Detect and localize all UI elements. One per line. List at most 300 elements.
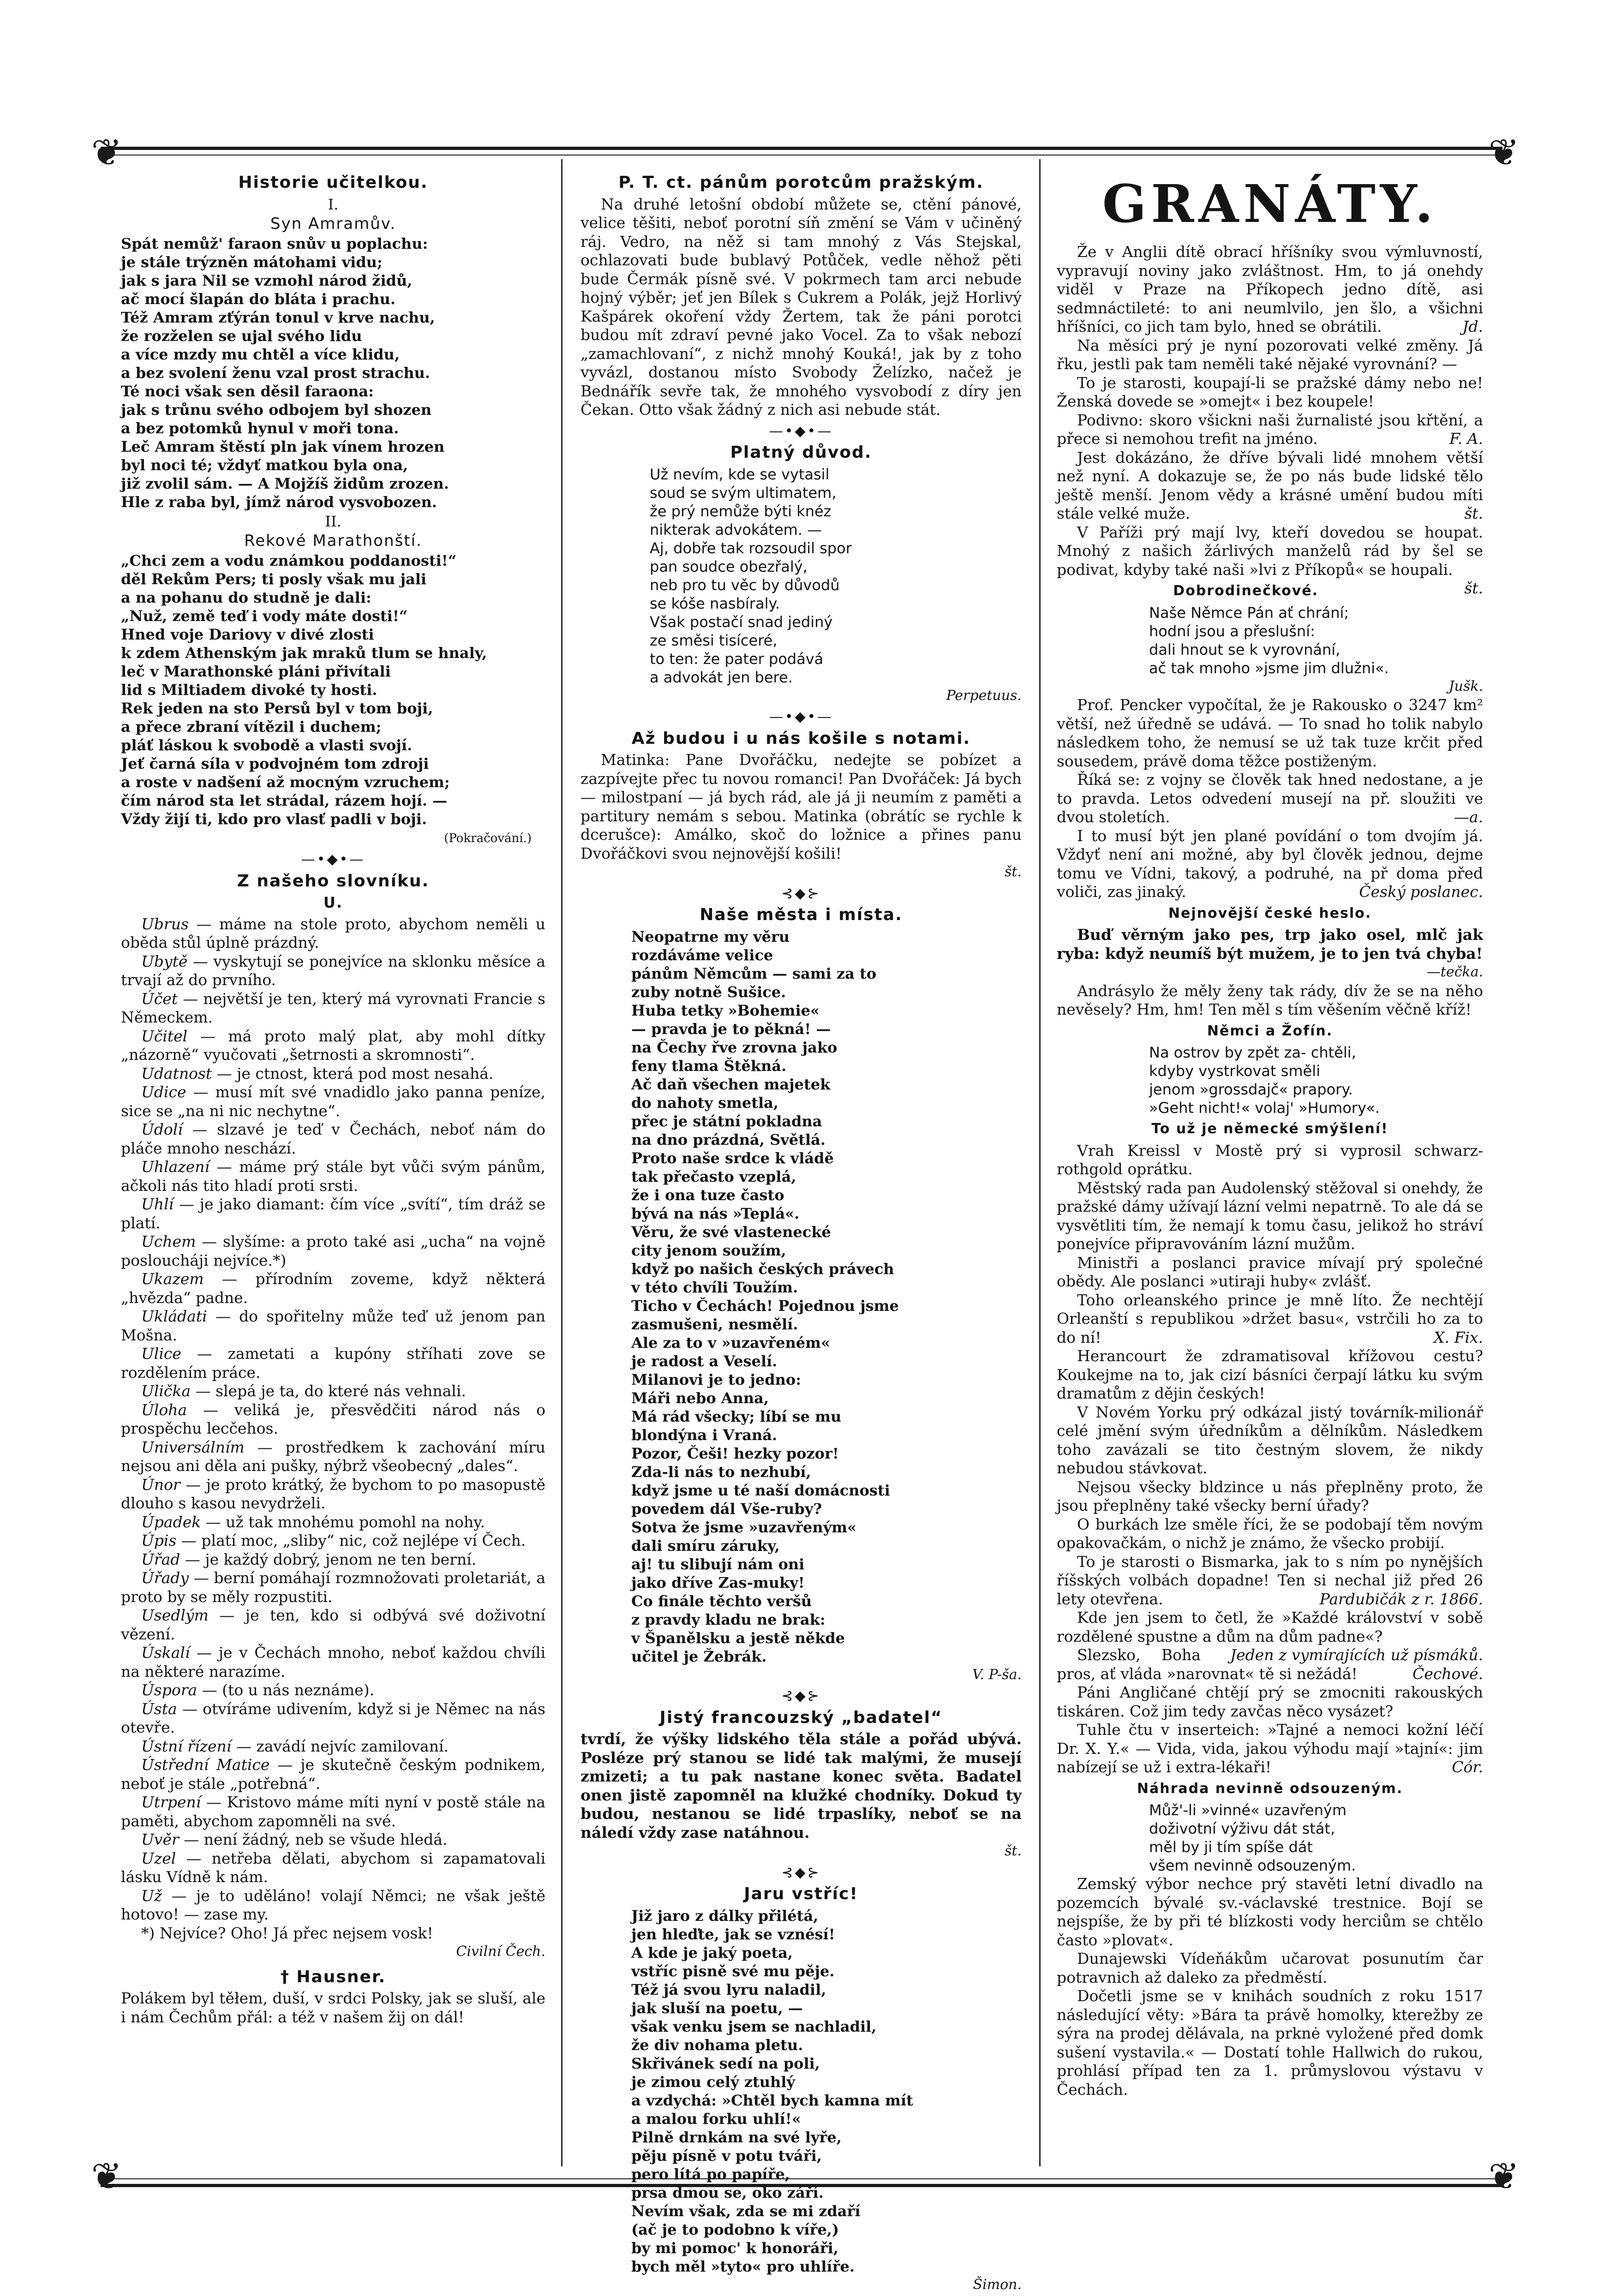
- badatel-signature: št.: [1005, 1843, 1022, 1859]
- dictionary-entry: [121, 1830, 545, 1849]
- dictionary-definition: — otvíráme udivením, když si je Němec na nás otevře.: [121, 1699, 545, 1736]
- granaty-item-signature: Pardubičák z r. 1866.: [1319, 1590, 1483, 1608]
- dictionary-letter: U.: [323, 894, 343, 911]
- granaty-item-text: To je starosti o Bismarka, jak to s ním po nynějších říšských volbách dopadne! Ten si nechal již před 26 lety otevřena.: [1057, 1552, 1483, 1608]
- granaty-items: [1057, 696, 1483, 902]
- poem-line: Milanovi je to jedno:: [631, 1370, 802, 1388]
- poem-line: Ale za to v »uzavřeném«: [631, 1333, 830, 1351]
- jaru-poem: [631, 1907, 1022, 2276]
- dictionary-entry: [121, 1232, 545, 1270]
- poem-line: a bez svolení ženu vzal prost strachu.: [121, 364, 431, 382]
- poem-line: Neopatrne my věru: [631, 927, 790, 945]
- column-left: [121, 171, 545, 2164]
- poem-line: učitel je Žebrák.: [631, 1647, 767, 1665]
- poem-line: jak s trůnu svého odbojem byl shozen: [121, 401, 432, 419]
- dictionary-word: Utrpení: [141, 1793, 201, 1811]
- badatel-text: tvrdí, že výšky lidského těla stále a pořád ubývá. Posléze prý stanou se lidé tak malými, že musejí zmizeti; a tu pak nastane konec světa. Badatel onen jistě zapomněl na klužké chodníky. Dokud ty budou, nestanou se lidé trpaslíky, neboť se na náledí vždy zase natáhnou.: [581, 1730, 1022, 1842]
- dictionary-definition: — největší je ten, který má vyrovnati Francie s Německem.: [121, 989, 545, 1026]
- dictionary-definition: — slzavé je teď v Čechách, neboť nám do pláče mnoho neschází.: [121, 1120, 545, 1157]
- divider-ornament-icon: ⊰◆⊱: [781, 1864, 821, 1881]
- dictionary-definition: — už tak mnohému pomohl na nohy.: [201, 1513, 485, 1531]
- divider-ornament-icon: —•◆•—: [301, 851, 365, 867]
- dobrodinecke-title: Dobrodinečkové.: [1173, 583, 1318, 599]
- dictionary-word: Universálním: [141, 1438, 245, 1456]
- footnote: *) Nejvíce? Oho! Já přec nejsem vosk!: [141, 1924, 433, 1942]
- poem-line: Leč Amram štěstí pln jak vínem hrozen: [121, 437, 445, 455]
- poem-line: »Geht nicht!« volaj' »Humory«.: [1149, 1099, 1380, 1117]
- poem-line: však venku jsem se nachladil,: [631, 2017, 877, 2035]
- heslo-title: Nejnovější české heslo.: [1168, 905, 1372, 921]
- dictionary-entry: [121, 1644, 545, 1681]
- porotci-text: Na druhé letošní období můžete se, ctění pánové, velice těšiti, neboť porotní síň změní se Vám v učiněný ráj. Vedro, na něž si tam mnohý z Vás Stejskal, ochlazovati bude bublavý Potůček, vedle něhož pěti bude Čermák písně své. V pokrmech tam arci nebude hojný výběr; jeť jen Bílek s Cukrem a Polák, jejž Horlivý Kašpárek okoření vždy Žertem, tak že páni porotci budou mít zdraví pevné jako Vocel. Za to však nebozí „zamachlovaní“, z nichž mnohý Kouká!, jak by z toho vyvázl, dostanou místo Svobody Želízko, načež je Bednářík sevře tak, že mnohého vysvobodí z díry jen Čekan. Otto však žádný z nich asi nebude stát.: [581, 195, 1022, 419]
- dobrodinecke-poem: [1149, 604, 1483, 677]
- dictionary-definition: — má proto malý plat, aby mohl dítky „názorně“ vyučovati „šetrnosti a skromnosti“.: [121, 1027, 545, 1064]
- granaty-item-text: Podivno: skoro všickni naši žurnalisté jsou křtění, a přece si nemohou trefit na jméno.: [1057, 411, 1483, 448]
- granaty-item-signature: št.: [1464, 579, 1483, 597]
- granaty-item-text: Toho orleanského prince je mně líto. Že nechtějí Orleanští s republikou »držet basu«, vstrčili ho za to do ní!: [1057, 1291, 1483, 1346]
- poem-line: Pozor, Češi! hezky pozor!: [631, 1444, 839, 1462]
- granaty-item-text: Nejsou všecky bldzince u nás přeplněny proto, že jsou přeplněny také všecky berní úřady?: [1057, 1477, 1483, 1514]
- granaty-item: [1057, 1608, 1483, 1664]
- dictionary-word: Učitel: [141, 1027, 188, 1045]
- dictionary-word: Udice: [141, 1083, 186, 1101]
- poem-line: k zdem Athenským jak mraků tlum se hnaly,: [121, 644, 487, 662]
- dictionary-word: Uhlazení: [141, 1158, 210, 1176]
- poem-line: neb pro tu věc by důvodů: [650, 576, 840, 594]
- corner-ornament-icon: ❦: [91, 131, 122, 174]
- dictionary-entry: [121, 1027, 545, 1064]
- poem-line: Naše Němce Pán ať chrání;: [1149, 604, 1349, 622]
- poem-line: „Chci zem a vodu známkou poddanosti!“: [121, 551, 457, 569]
- poem-line: jak sluší na poetu, —: [631, 1999, 803, 2017]
- granaty-item: [1057, 1254, 1483, 1291]
- poem-line: Už nevím, kde se vytasil: [650, 465, 830, 483]
- granaty-item-text: Slezsko, Boha pros, ať vláda »narovnat« tě si nežádá!: [1057, 1646, 1358, 1683]
- poem-line: a na pohanu do studně je dali:: [121, 588, 371, 606]
- granaty-item-text: Dunajewski Vídeňákům učarovat posunutím čar potravnich až daleko za předměstí.: [1057, 1949, 1483, 1986]
- heslo-signature: —tečka.: [1426, 964, 1483, 980]
- sonnet-marathon: [121, 551, 545, 828]
- poem-line: na dno prázdná, Světlá.: [631, 1130, 826, 1148]
- kosile-text: Matinka: Pane Dvořáčku, nedejte se pobízet a zazpívejte přec tu novou romanci! Pan Dvořáček: Já bych — milostpaní — já bych rád, ale já ji neumím z paměti a partitury nemám s sebou. Matinka (obrátíc se rychle k dcerušce): Amálko, skoč do ložnice a přines panu Dvořáčkovi svou nejnovější košili!: [581, 751, 1022, 862]
- granaty-title: GRANÁTY.: [1102, 174, 1438, 234]
- granaty-item-text: Dočetli jsme se v knihách soudních z roku 1517 následující věty: »Bára ta právě homolky, kterežby ze sýra na prodej dělávala, na prknė vyložené před domk sušení vystavila.« — Dostatí tohle Hallwich do rukou, prohlásí případ ten za 1. průmyslovou výstavu v Čechách.: [1057, 1987, 1483, 2099]
- column-divider: [1039, 159, 1041, 2166]
- poem-line: jenom »grossdajč« prapory.: [1149, 1081, 1353, 1098]
- granaty-item: [1057, 1291, 1483, 1347]
- dictionary-word: Ukládati: [141, 1307, 207, 1325]
- dictionary-definition: — máme prý stále byt vůči svým pánům, ačkoli nás tito hladí proti srsti.: [121, 1158, 545, 1195]
- poem-line: že div nohama pletu.: [631, 2036, 803, 2054]
- dictionary-entry: [121, 1195, 545, 1232]
- poem-line: Spát nemůž' faraon snův u poplachu:: [121, 234, 428, 252]
- dictionary-definition: — je jako diamant: čím více „svítí“, tím dráž se platí.: [121, 1195, 545, 1232]
- dobrodinecke-signature: Jušk.: [1448, 678, 1483, 694]
- granaty-item-text: Kde jen jsem to četl, že »Každé království v sobě rozdělené spustne a dům na dům padne«?: [1057, 1608, 1483, 1645]
- dictionary-word: Úpis: [141, 1531, 177, 1549]
- poem-line: A kde je jaký poeta,: [631, 1943, 793, 1961]
- poem-line: city jenom soužím,: [631, 1241, 786, 1259]
- poem-line: pan soudce obezřalý,: [650, 557, 808, 575]
- dictionary-entry: [121, 1849, 545, 1887]
- poem-line: je zimou celý ztuhlý: [631, 2073, 795, 2091]
- granaty-item: [1057, 448, 1483, 523]
- granaty-item-signature: Jd.: [1462, 317, 1483, 335]
- corner-ornament-icon: ❦: [1488, 2155, 1520, 2198]
- dictionary-word: Ulička: [141, 1382, 191, 1400]
- dictionary-word: Udatnost: [141, 1064, 212, 1082]
- porotci-title: P. T. ct. pánům porotcům pražským.: [618, 173, 984, 192]
- poem-line: Té noci však sen děsil faraona:: [121, 382, 374, 400]
- poem-line: bych měl »tyto« pro uhlíře.: [631, 2257, 855, 2275]
- dictionary-definition: — musí mít své vnadidlo jako panna peníze, sice se „na ni nic nechytne“.: [121, 1083, 545, 1120]
- poem-line: povedem dál Vše-ruby?: [631, 1500, 822, 1518]
- sonnet-amram: [121, 234, 545, 511]
- poem-line: Huba tetky »Bohemie«: [631, 1001, 820, 1019]
- dictionary-definition: — je skutečně českým podnikem, neboť je stále „potřebná“.: [121, 1756, 546, 1793]
- dictionary-word: Uzel: [141, 1849, 176, 1867]
- duvod-poem: [650, 465, 1022, 687]
- dictionary-word: Ukazem: [141, 1270, 204, 1288]
- dictionary-word: Ubytě: [141, 952, 188, 970]
- smysleni-title: To už je německé smýšlení!: [1151, 1121, 1389, 1137]
- granaty-item-signature: št.: [1464, 504, 1483, 522]
- poem-line: všem nevinně odsouzeným.: [1149, 1857, 1356, 1874]
- mesta-poem: [631, 927, 1022, 1666]
- granaty-item: [1057, 1478, 1483, 1515]
- part-title: Rekové Marathonští.: [244, 532, 422, 550]
- dictionary-word: Úpadek: [141, 1513, 201, 1531]
- poem-line: a bez potomků hynul v moři tona.: [121, 419, 399, 437]
- granaty-item: [1057, 1347, 1483, 1403]
- dictionary-entry: [121, 1700, 545, 1737]
- poem-line: je stále trýzněn mátohami vidu;: [121, 253, 383, 271]
- dictionary-word: Ústřední Matice: [141, 1756, 270, 1774]
- continued-note: (Pokračování.): [444, 831, 532, 845]
- poem-line: děl Rekům Pers; ti posly však mu jali: [121, 570, 427, 588]
- history-title: Historie učitelkou.: [238, 173, 428, 192]
- granaty-item: [1057, 336, 1483, 374]
- dictionary-definition: — máme na stole proto, abychom neměli u obědа stůl úplně prázdný.: [121, 915, 545, 951]
- poem-line: měl by ji tím spíše dát: [1149, 1838, 1313, 1856]
- poem-line: Máři nebo Anna,: [631, 1389, 769, 1407]
- hausner-text: Polákem byl těłem, duší, v srdci Polsky, jak se sluší, ale i nám Čechům přál: a též v našem žij on dál!: [121, 1989, 545, 2026]
- poem-line: Ač daň všechen majetek: [631, 1075, 831, 1093]
- granaty-item: [1057, 1683, 1483, 1721]
- poem-line: na Čechy řve zrovna jako: [631, 1038, 838, 1056]
- part-title: Syn Amramův.: [270, 215, 396, 233]
- kosile-title: Až budou i u nás košile s notami.: [631, 729, 971, 748]
- dictionary-word: Úřady: [141, 1569, 189, 1587]
- dictionary-entry: [121, 1270, 545, 1307]
- poem-line: dali hnout se k vyrovnání,: [1149, 640, 1341, 658]
- dictionary-entry: [121, 1401, 545, 1438]
- granaty-item-text: Zemský výbor nechce prý stavěti letní divadlo na pozemcích bývalé sv.-václavské trestnice. Bojí se nejspíše, že by při té blízkosti vody herciům se chtělo často »plovat«.: [1057, 1875, 1483, 1949]
- heslo-text: Buď věrným jako pes, trp jako osel, mlč jak ryba: když neumíš být mužem, je to jen tvá chyba!: [1057, 926, 1483, 963]
- poem-line: Již jaro z dálky přilétá,: [631, 1907, 819, 1925]
- poem-line: a vzdychá: »Chtěl bych kamna mít: [631, 2091, 913, 2109]
- granaty-item-text: Ministři a poslanci pravice mívají prý společné obědy. Ale poslanci »utiraji huby« zvlášť.: [1057, 1253, 1483, 1290]
- dictionary-definition: — je to uděláno! volají Němci; ne však ještě hotovo! — zase my.: [121, 1886, 545, 1923]
- dictionary-word: Ústa: [141, 1699, 177, 1718]
- poem-line: v Španělsku a jestě někde: [631, 1629, 845, 1647]
- granaty-item-text: Na měsíci prý je nyní pozorovati velké změny. Já řku, jestli pak tam neměli také nějaké vyrovnání? —: [1057, 336, 1483, 373]
- granaty-item-text: To je starosti, koupají-li se pražské dámy nebo ne! Ženská dovede se »omejt« i bez koupele!: [1057, 373, 1483, 410]
- poem-line: Též Amram zťýrán tonul v krve nachu,: [121, 308, 435, 326]
- dictionary-definition: — prostředkem k zachování míru nejsou ani děla ani pušky, nýbrž všeobecný „dales“.: [121, 1438, 545, 1475]
- poem-line: když jsme u té naší domácnosti: [631, 1481, 890, 1499]
- dictionary-entry: [121, 990, 545, 1027]
- dictionary-entries: [121, 915, 545, 1924]
- poem-line: jako dříve Zas-muky!: [631, 1573, 805, 1591]
- poem-line: aj! tu slibují nám oni: [631, 1555, 805, 1573]
- poem-line: Věru, že své vlastenecké: [631, 1223, 831, 1241]
- poem-line: a roste v nadšení až mocným vzruchem;: [121, 773, 450, 791]
- dictionary-definition: — slyšíme: a proto také asi „ucha“ na vojně posloucháji nejvíce.*): [121, 1232, 545, 1269]
- duvod-title: Platný důvod.: [730, 443, 872, 462]
- dictionary-word: Ulice: [141, 1345, 181, 1363]
- dictionary-entry: [121, 915, 545, 952]
- granaty-item-text: Páni Angličané chtějí prý se zmocniti rakouských tiskáren. Což jim tedy zavčas něco vysázet?: [1057, 1683, 1483, 1720]
- divider-ornament-icon: —•◆•—: [769, 709, 833, 725]
- poem-line: Můž'-li »vinné« uzavřeným: [1149, 1801, 1347, 1819]
- granaty-item-signature: Čechové.: [1412, 1664, 1483, 1683]
- jaru-title: Jaru vstříc!: [744, 1884, 858, 1903]
- poem-line: Zda-li nás to nezhubí,: [631, 1463, 811, 1481]
- nahrada-poem: [1149, 1801, 1483, 1875]
- dictionary-definition: — je každý dobrý, jenom ne ten berní.: [180, 1550, 477, 1568]
- granaty-item-text: O burkách lze směle říci, že se podobají těm novým opakovačkám, o nichž je známo, že všecko probijí.: [1057, 1515, 1483, 1552]
- poem-line: byl noci té; vždyť matkou byla ona,: [121, 456, 408, 474]
- poem-line: přec je státní pokladna: [631, 1112, 822, 1130]
- granaty-item-text: Herancourt že zdramatisoval křížovou cestu? Koukejme na to, jak cizí básníci čerpají látku ku svým dramatům z dějin českých!: [1057, 1347, 1483, 1402]
- granaty-item: [1057, 771, 1483, 827]
- granaty-item: [1057, 1875, 1483, 1949]
- poem-line: (ač je to podobno k víře,): [631, 2220, 839, 2238]
- poem-line: je radost a Veselí.: [631, 1352, 778, 1370]
- poem-line: by mi pomoc' k honoráři,: [631, 2239, 838, 2257]
- dictionary-definition: — je proto krátký, že bychom to po masopustě dlouho s kasou nevydrželi.: [121, 1475, 545, 1512]
- andrasy-text: Andrásylo že měly ženy tak rády, dív že se na něho nevěsely? Hm, hm! Ten měl s tím věšením věčně kříž!: [1057, 981, 1483, 1018]
- poem-line: blondýna i Vraná.: [631, 1426, 778, 1444]
- dictionary-definition: — není žádný, neb se všude hledá.: [179, 1830, 448, 1848]
- dictionary-entry: [121, 1476, 545, 1513]
- poem-line: Rek jeden na sto Persů byl v tom boji,: [121, 699, 433, 717]
- divider-ornament-icon: ⊰◆⊱: [781, 885, 821, 902]
- poem-line: kdyby vystrkovat směli: [1149, 1062, 1320, 1080]
- mesta-signature: V. P-ša.: [972, 1666, 1022, 1683]
- granaty-item-signature: Jeden z vymírajících už písmáků.: [1230, 1646, 1483, 1664]
- poem-line: tak přečasto vzeplá,: [631, 1167, 796, 1185]
- poem-line: Hle z raba byl, jímž národ vysvobozen.: [121, 493, 437, 511]
- hausner-title: † Hausner.: [280, 1967, 386, 1986]
- dictionary-word: Únor: [141, 1475, 180, 1494]
- poem-line: Na ostrov by zpět za- chtěli,: [1149, 1044, 1356, 1061]
- poem-line: Však postačí snad jediný: [650, 613, 833, 631]
- dictionary-entry: [121, 1606, 545, 1644]
- granaty-items: [1057, 1875, 1483, 2099]
- granaty-item-signature: X. Fix.: [1433, 1328, 1483, 1346]
- dictionary-entry: [121, 1064, 545, 1083]
- poem-line: ze směsi tisíceré,: [650, 631, 778, 649]
- dictionary-entry: [121, 1793, 545, 1830]
- granaty-item-text: Tuhle čtu v inserteich: »Tajné a nemoci kožní léčí Dr. X. Y.« — Vida, vida, jakou výhodu mají »tajní«: jim nabízejí se už i extra-lékaři!: [1057, 1721, 1483, 1776]
- dictionary-entry: [121, 1569, 545, 1606]
- dictionary-definition: — (to u nás neznáme).: [197, 1681, 375, 1699]
- dictionary-word: Úskalí: [141, 1644, 190, 1662]
- dictionary-definition: — je ten, kdo si odbývá své doživotní vězení.: [121, 1606, 545, 1643]
- granaty-item: [1057, 827, 1483, 902]
- poem-line: vstříc pisně své mu pěje.: [631, 1962, 835, 1980]
- dictionary-definition: — zavádí nejvíc zamilovaní.: [231, 1737, 449, 1755]
- poem-line: soud se svým ultimatem,: [650, 484, 837, 502]
- dictionary-definition: — zametati a kupóny stříhati zove se rozdělením práce.: [121, 1345, 545, 1381]
- poem-line: Ticho v Čechách! Pojednou jsme: [631, 1297, 899, 1315]
- footnote-signature: Civilní Čech.: [456, 1943, 545, 1960]
- mesta-title: Naše města i místa.: [700, 905, 903, 924]
- poem-line: že i ona tuze často: [631, 1186, 784, 1204]
- granaty-item-signature: —a.: [1454, 808, 1483, 826]
- poem-line: bývá na nás »Teplá«.: [631, 1204, 800, 1222]
- nahrada-title: Náhrada nevinně odsouzeným.: [1137, 1780, 1403, 1797]
- poem-line: dali smíru záruky,: [631, 1537, 780, 1555]
- poem-line: Nevím však, zda se mi zdaří: [631, 2202, 861, 2220]
- poem-line: hodní jsou a přeslušní:: [1149, 622, 1315, 640]
- dictionary-word: Údolí: [141, 1120, 183, 1138]
- poem-line: to ten: že pater podává: [650, 650, 824, 668]
- column-right: [1057, 171, 1483, 2164]
- dictionary-entry: [121, 1382, 545, 1401]
- poem-line: Skřivánek sedí na poli,: [631, 2054, 820, 2072]
- poem-line: když po našich českých právech: [631, 1260, 894, 1278]
- dictionary-entry: [121, 1887, 545, 1924]
- dictionary-word: Uchem: [141, 1232, 196, 1250]
- poem-line: pláť láskou k svobodě a vlasti svojí.: [121, 736, 413, 754]
- dictionary-definition: — je ctnost, která pod most nesahá.: [212, 1064, 494, 1082]
- poem-line: prsa dmou se, oko září.: [631, 2183, 824, 2201]
- poem-line: z pravdy kladu ne brak:: [631, 1610, 826, 1628]
- poem-line: v této chvíli Toužím.: [631, 1278, 798, 1296]
- poem-line: Vždy žijí ti, kdo pro vlasť padli v boji.: [121, 810, 427, 828]
- dictionary-definition: — je v Čechách mnoho, neboť každou chvíli na některé narazíme.: [121, 1644, 545, 1680]
- granaty-item-text: Že v Anglii dítě obrací hříšníky svou výmluvností, vypravují noviny jako zvláštnost. Hm, to já onehdy viděl v Praze na Příkopech jedno dítě, asi sedmnáctileté: to ani neumlvilo, jen šlo, a všichni hříšníci, co jich tam bylo, hned se obrátili.: [1057, 243, 1483, 335]
- poem-line: a přece zbraní vítězil i duchem;: [121, 718, 382, 735]
- granaty-item: [1057, 1987, 1483, 2099]
- granaty-item-text: V Paříži prý mají lvy, kteří dovedou se houpat. Mnohý z našich žárlivých manželů rád by šel se podivat, kdyby také naši »lvi z Příkopů« se houpali.: [1057, 523, 1483, 579]
- dictionary-definition: — berní pomáhají rozmnožovati proletariát, a proto by se měly rozpustiti.: [121, 1569, 545, 1606]
- poem-line: rozdáváme velice: [631, 946, 773, 964]
- dictionary-entry: [121, 1307, 545, 1345]
- dictionary-title: Z našeho slovníku.: [237, 871, 430, 891]
- granaty-item: [1057, 1179, 1483, 1254]
- poem-line: Hned voje Dariovy v divé zlosti: [121, 625, 374, 643]
- poem-line: pero lítá po papíře,: [631, 2165, 790, 2183]
- dictionary-word: Úřad: [141, 1550, 180, 1568]
- poem-line: a více mzdy mu chtěl a více klidu,: [121, 345, 400, 363]
- dictionary-entry: [121, 1158, 545, 1195]
- part-number: I.: [328, 195, 339, 213]
- dictionary-definition: — přírodním zoveme, když některá „hvězda“ padne.: [121, 1270, 545, 1307]
- poem-line: lid s Miltiadem divoké ty hosti.: [121, 681, 377, 699]
- poem-line: Proto naše srdce k vládě: [631, 1149, 834, 1167]
- dictionary-entry: [121, 1531, 545, 1550]
- dictionary-word: Usedlým: [141, 1606, 209, 1624]
- poem-line: zuby notně Sušice.: [631, 983, 786, 1001]
- kosile-signature: št.: [1005, 864, 1022, 880]
- dictionary-definition: — do spořitelny může teď už jenom pan Mošna.: [121, 1307, 545, 1344]
- duvod-signature: Perpetuus.: [946, 687, 1022, 704]
- granaty-item-text: I to musí být jen plané povídání o tom dvojím já. Vždyť není ani možné, aby byl člověk jednou, dejme tomu ve Vídni, takový, a podruhé, na př doma před voliči, zas jinaký.: [1057, 826, 1483, 901]
- granaty-item-text: Jest dokázáno, že dříve bývali lidé mnohem větší než nyní. A dokazuje se, že po nás bude lidské tělo ještě menší. Jenom vědy a krásné umění budou míti stále velké muže.: [1057, 448, 1483, 522]
- granaty-item: [1057, 1721, 1483, 1777]
- dictionary-word: Uvěr: [141, 1830, 179, 1848]
- poem-line: již zvolil sám. — A Mojžíš židům zrozen.: [121, 474, 449, 492]
- poem-line: do nahoty smetla,: [631, 1094, 779, 1112]
- dictionary-definition: — slepá je ta, do které nás vehnali.: [191, 1382, 466, 1400]
- granaty-item-text: Říká se: z vojny se člověk tak hned nedostane, a je to pravda. Letos odvedení musejí na př. sloužiti ve dvou stoletích.: [1057, 771, 1483, 826]
- granaty-item: [1057, 243, 1483, 336]
- poem-line: že prý nemůže býti knéz: [650, 502, 832, 520]
- part-number: II.: [325, 512, 341, 530]
- dictionary-word: Úloha: [141, 1400, 187, 1419]
- granaty-item: [1057, 1553, 1483, 1609]
- granaty-item-signature: Český poslanec.: [1359, 883, 1483, 901]
- poem-line: pěju písně v potu tváři,: [631, 2147, 822, 2164]
- divider-ornament-icon: ⊰◆⊱: [781, 1688, 821, 1704]
- dictionary-definition: — veliká je, přesvědčiti národ nás o prospěchu lecčehos.: [121, 1400, 545, 1437]
- dictionary-word: Už: [141, 1886, 162, 1905]
- poem-line: pánům Němcům — sami za to: [631, 964, 877, 982]
- granaty-item: [1057, 1403, 1483, 1478]
- poem-line: nikterak advokátem. —: [650, 520, 822, 538]
- dictionary-word: Účet: [141, 989, 178, 1008]
- poem-line: že rozželen se ujal svého lidu: [121, 327, 362, 345]
- granaty-item-signature: Cór.: [1452, 1758, 1483, 1776]
- poem-line: čím národ sta let strádal, rázem hojí. —: [121, 791, 448, 809]
- dictionary-entry: [121, 1513, 545, 1532]
- corner-ornament-icon: ❦: [91, 2155, 122, 2198]
- column-middle: [581, 171, 1022, 2293]
- granaty-item: [1057, 1515, 1483, 1553]
- corner-ornament-icon: ❦: [1488, 131, 1520, 174]
- poem-line: doživotní výživu dát stát,: [1149, 1820, 1335, 1837]
- poem-line: feny tlama Štěkná.: [631, 1057, 787, 1075]
- dictionary-definition: — vyskytují se ponejvíce na sklonku měsíce a trvají až do prvního.: [121, 952, 545, 989]
- poem-line: Má rád všecky; líbí se mu: [631, 1407, 842, 1425]
- poem-line: leč v Marathonské pláni přivítali: [121, 662, 391, 680]
- granaty-item-text: Prof. Pencker vypočítal, že je Rakousko o 3247 km² větší, než úředně se udává. — To snad ho tolik nabylo následkem toho, že nemusí se už tak tuze krčit před sousedem, právě doma těžce postiženým.: [1057, 696, 1483, 770]
- granaty-item: [1057, 374, 1483, 411]
- poem-line: Též já svou lyru naladil,: [631, 1980, 826, 1998]
- column-divider: [561, 159, 563, 2166]
- poem-line: zasmušeni, nesmělí.: [631, 1315, 798, 1333]
- poem-line: ač mocí šlapán do bláta i prachu.: [121, 290, 395, 308]
- poem-line: jak s jara Nil se vzmohl národ židů,: [121, 271, 413, 289]
- dictionary-word: Úspora: [141, 1681, 198, 1699]
- dictionary-entry: [121, 952, 545, 990]
- granaty-item-text: Městský rada pan Audolenský stěžoval si onehdy, že pražské dámy užívají lázní velmi nepatrně. To ale dá se vysvětliti tím, že nemají k tomu času, jelikož ho stráví ponejvíce připravováním lázní mužům.: [1057, 1178, 1483, 1253]
- poem-line: a advokát jen bere.: [650, 668, 793, 686]
- dictionary-entry: [121, 1737, 545, 1756]
- granaty-items: [1057, 1179, 1483, 1777]
- dictionary-entry: [121, 1345, 545, 1382]
- poem-line: Jeť čarná síla v podvojném tom zdroji: [121, 754, 429, 772]
- poem-line: — pravda je to pěkná! —: [631, 1020, 831, 1038]
- granaty-item: [1057, 411, 1483, 448]
- poem-line: Sotva že jsme »uzavřeným«: [631, 1518, 857, 1536]
- granaty-item-signature: F. A.: [1449, 430, 1483, 448]
- poem-line: Co finále těchto veršů: [631, 1592, 812, 1610]
